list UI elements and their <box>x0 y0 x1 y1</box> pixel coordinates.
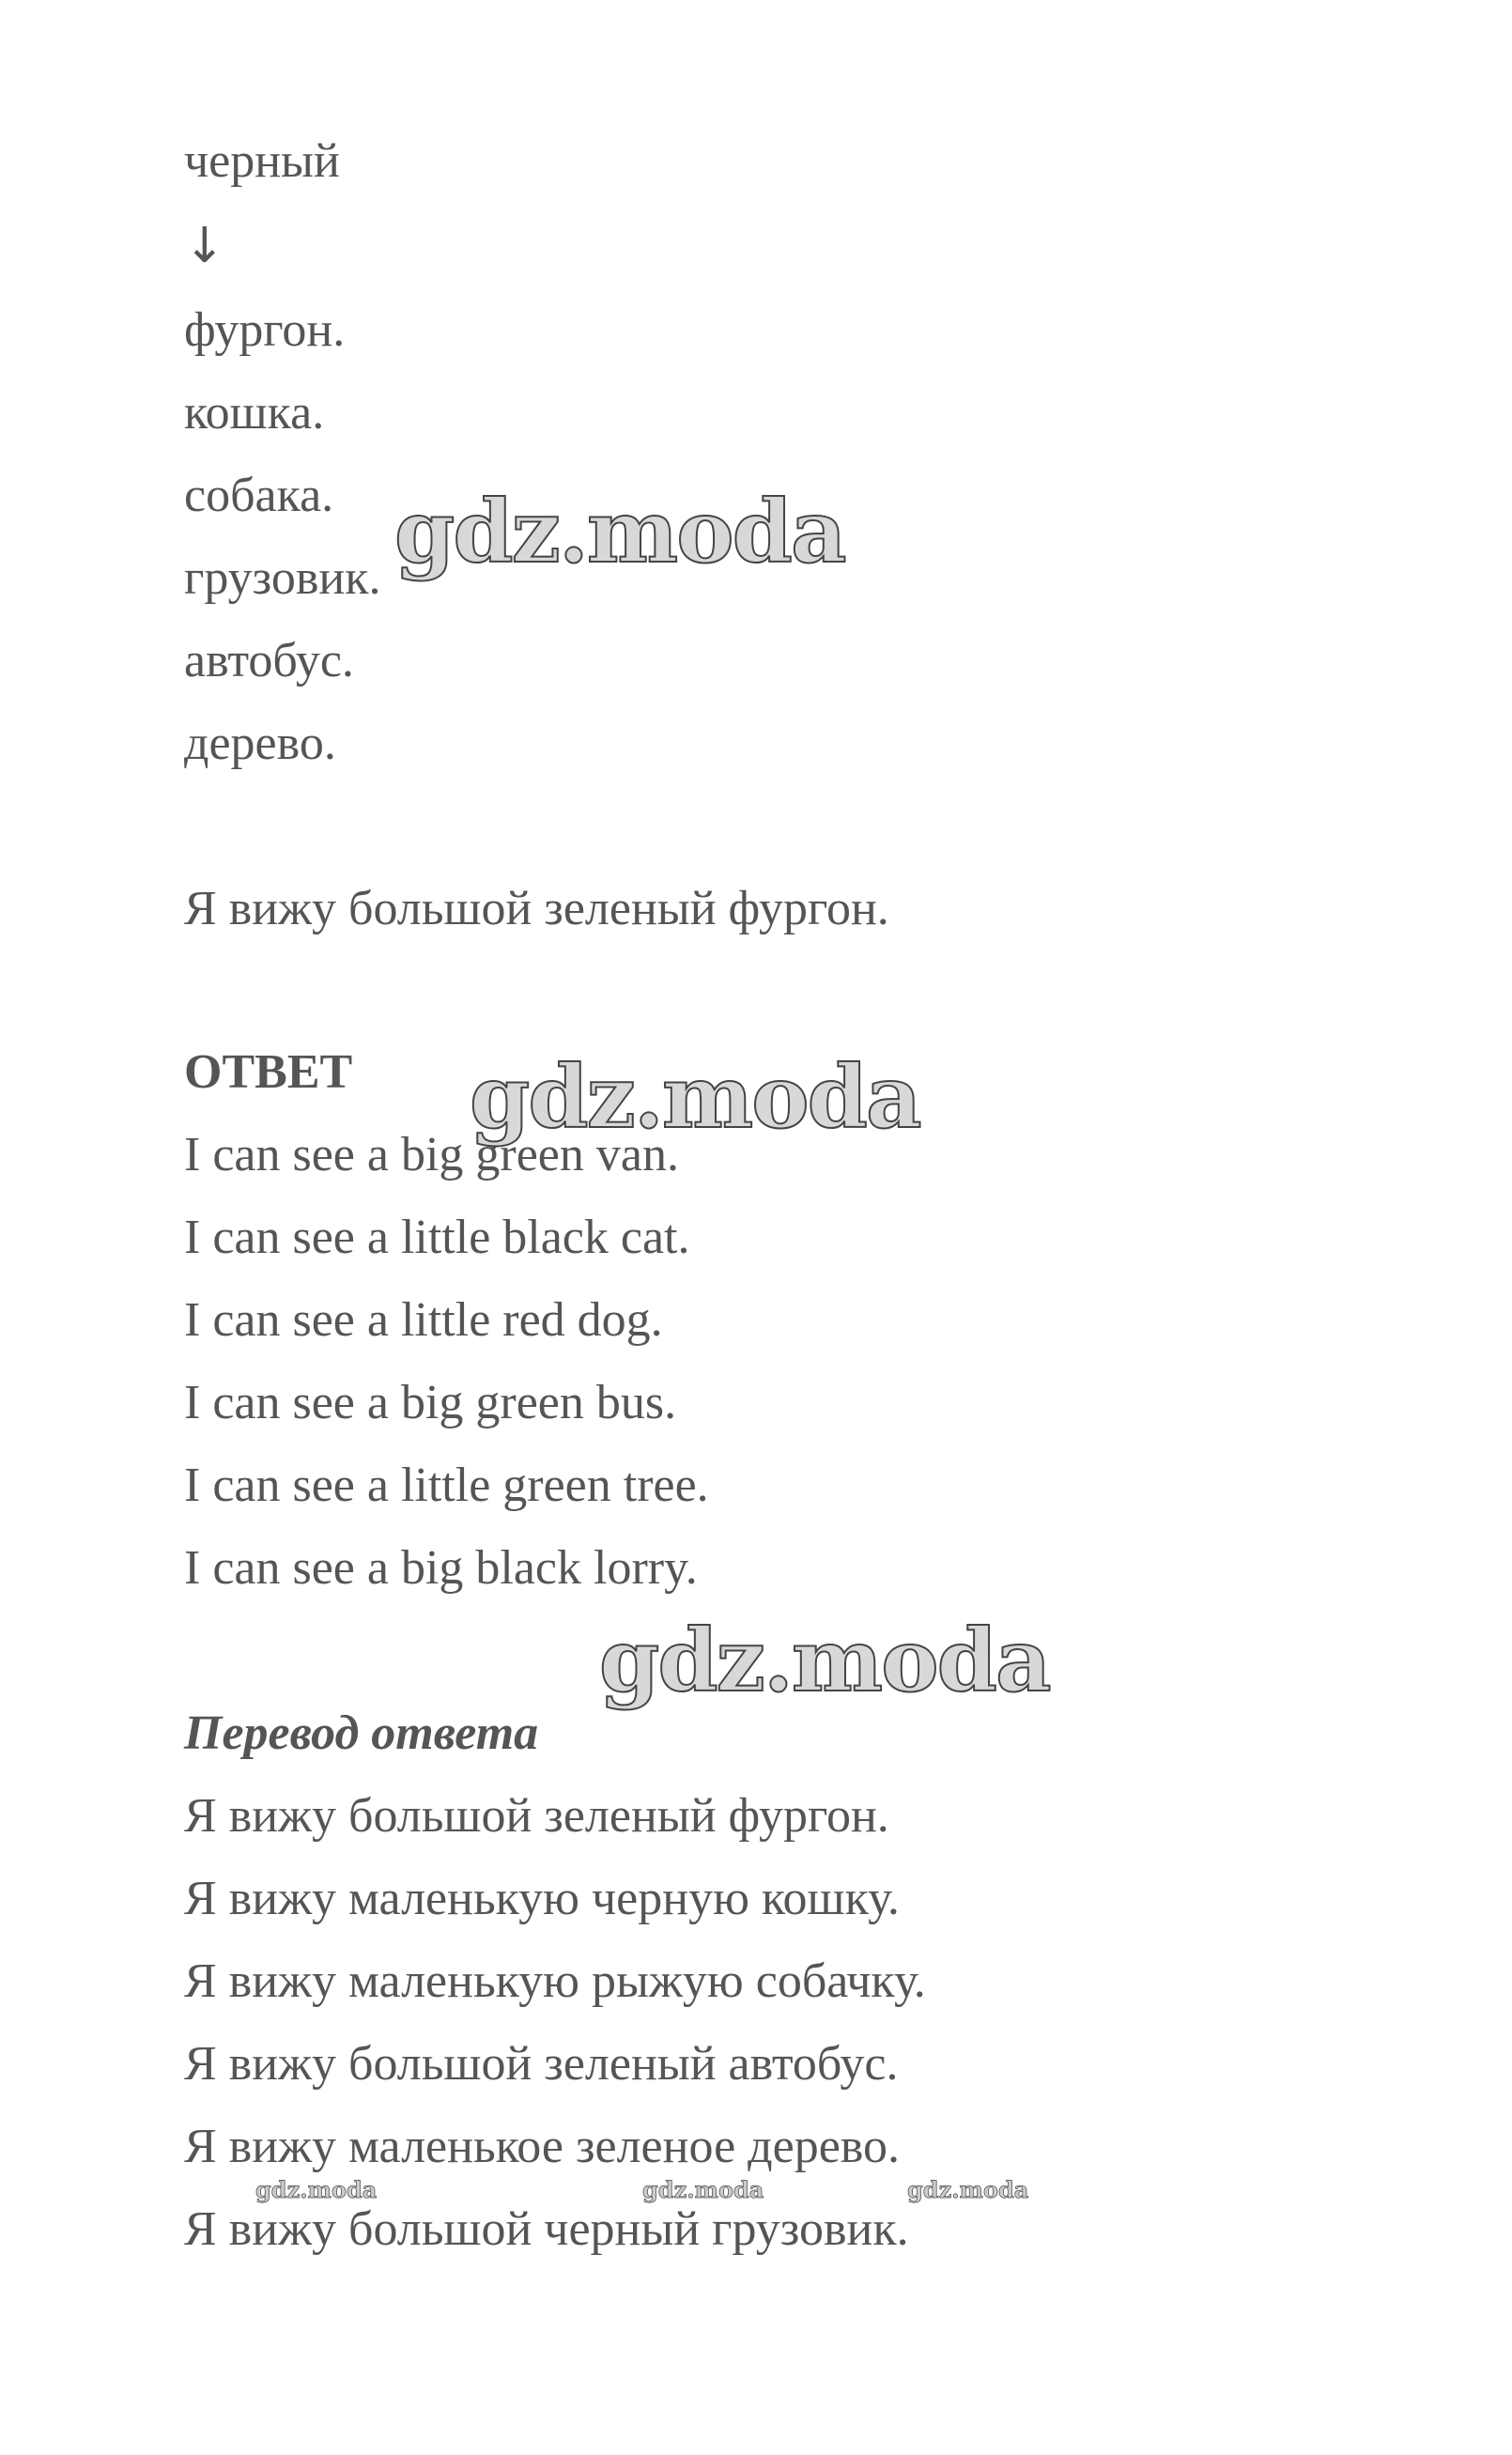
noun-item: кошка. <box>184 386 325 440</box>
translation-line: Я вижу большой зеленый фургон. <box>184 1789 889 1843</box>
noun-item: грузовик. <box>184 551 381 605</box>
watermark: gdz.moda <box>599 1610 1050 1711</box>
answer-line: I can see a big green van. <box>184 1128 679 1181</box>
translation-line: Я вижу большой зеленый автобус. <box>184 2037 899 2091</box>
answer-heading: ОТВЕТ <box>184 1045 353 1099</box>
noun-item: собака. <box>184 469 334 522</box>
answer-line: I can see a big green bus. <box>184 1376 677 1429</box>
answer-line: I can see a little green tree. <box>184 1459 709 1512</box>
answer-line: I can see a little black cat. <box>184 1211 690 1264</box>
watermark: gdz.moda <box>470 1046 920 1148</box>
watermark: gdz.moda <box>255 2176 378 2203</box>
translation-line: Я вижу большой черный грузовик. <box>184 2202 909 2256</box>
translation-heading: Перевод ответа <box>184 1706 539 1760</box>
answer-line: I can see a big black lorry. <box>184 1541 698 1595</box>
translation-line: Я вижу маленькое зеленое дерево. <box>184 2120 900 2173</box>
adjective-word: черный <box>184 134 340 188</box>
example-sentence: Я вижу большой зеленый фургон. <box>184 882 889 935</box>
watermark: gdz.moda <box>394 481 845 582</box>
translation-line: Я вижу маленькую черную кошку. <box>184 1872 900 1925</box>
watermark: gdz.moda <box>907 2176 1029 2203</box>
translation-line: Я вижу маленькую рыжую собачку. <box>184 1954 926 2008</box>
answer-line: I can see a little red dog. <box>184 1293 663 1347</box>
noun-item: фургон. <box>184 303 346 357</box>
down-arrow-icon: ↓ <box>184 218 225 274</box>
noun-item: дерево. <box>184 717 336 770</box>
watermark: gdz.moda <box>642 2176 764 2203</box>
noun-item: автобус. <box>184 634 354 687</box>
